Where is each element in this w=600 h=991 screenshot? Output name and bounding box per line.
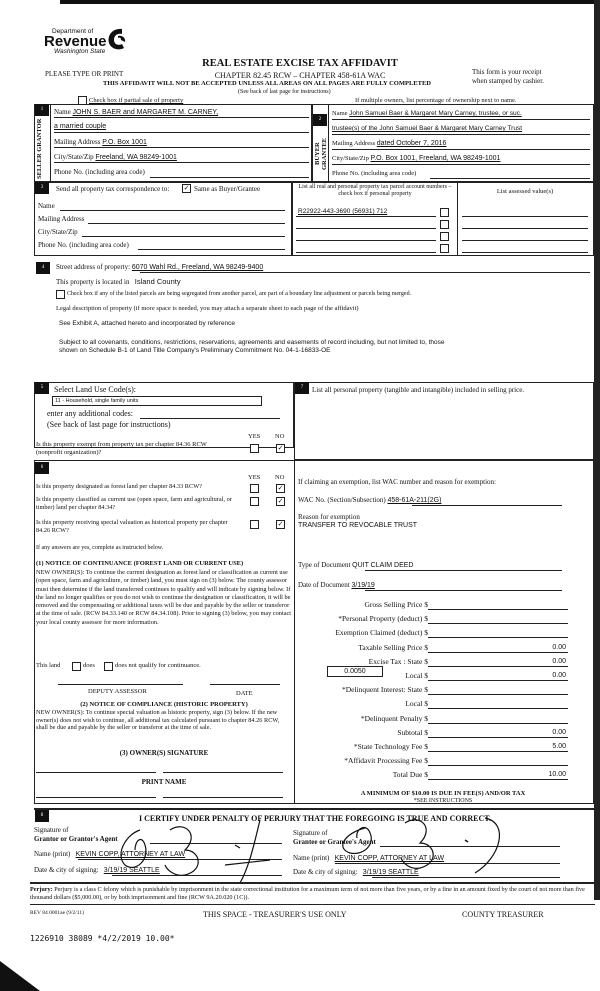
designation-question: Is this property receiving special valuation as historical property per chapter 84.26 RCW? [36,519,228,534]
input-underline [54,117,309,118]
amount-input[interactable] [428,657,568,667]
divider [457,182,458,256]
input-underline [54,162,309,163]
seller-name-value[interactable]: JOHN S. BAER and MARGARET M. CARNEY, [72,109,219,116]
divider [30,904,595,905]
grantor-name-value[interactable]: KEVIN COPP, ATTORNEY AT LAW [75,851,186,858]
amount-input[interactable] [428,600,568,610]
designation-no-checkbox[interactable]: ✓ [277,484,284,492]
street-row [56,263,263,271]
wac-row [298,496,441,504]
input-underline [54,147,309,148]
amount-input[interactable] [428,756,568,766]
amount-label: *State Technology Fee $ [353,742,428,751]
wac-label: WAC No. (Section/Subsection) [298,496,386,504]
county-value[interactable]: Island County [134,277,181,286]
parcel-number-underline [296,216,436,217]
doc-date-value[interactable]: 3/19/19 [351,582,375,589]
amount-input[interactable] [428,742,568,752]
scan-edge-top [60,0,600,4]
amount-input[interactable] [428,685,568,695]
logo-line3: Washington State [54,48,106,55]
divider [294,460,295,804]
yes-header: YES [248,474,261,481]
seller-mailing-value[interactable]: P.O. Box 1001 [102,139,147,146]
minimum-note: A MINIMUM OF $10.00 IS DUE IN FEE(S) AND/OR TAX [360,790,526,797]
seller-city-row [54,153,177,161]
section-number-4: 4 [36,262,50,274]
reason-value[interactable]: TRANSFER TO REVOCABLE TRUST [298,522,418,529]
grantee-sig-label1: Signature of [293,829,328,837]
amount-label: Taxable Selling Price $ [358,642,428,652]
input-underline [332,164,590,165]
notice1-title: (1) NOTICE OF CONTINUANCE (FOREST LAND OR CURRENT USE) [36,560,244,567]
grantor-date-value[interactable]: 3/19/19 SEATTLE [103,867,160,874]
amount-label: Excise Tax : State $ [368,656,428,666]
corr-city-input[interactable] [82,236,285,237]
deputy-assessor-label: DEPUTY ASSESSOR [88,688,147,695]
section-number-3: 3 [35,182,49,194]
amount-label: *Delinquent Interest: State $ [341,685,428,695]
corr-mailing-label: Mailing Address [38,215,85,223]
designation-question: Is this property designated as forest land per chapter 84.33 RCW? [36,483,202,490]
doc-date-label: Date of Document [298,581,350,589]
amount-value: 0.00 [552,672,566,679]
buyer-name-label: Name [332,110,348,117]
seller-phone-label: Phone No. (including area code) [54,168,145,176]
legal-description-line2[interactable]: Subject to all covenants, conditions, restrictions, reservations, agreements and easements of record including, but not limited to, those [59,339,445,346]
partial-sale-label: Check box if partial sale of property [89,97,184,104]
correspondence-label: Send all property tax correspondence to: [56,185,170,193]
does-not-checkbox[interactable] [104,662,113,671]
seller-phone-input[interactable] [150,177,309,178]
designation-yes-checkbox[interactable] [250,484,259,493]
doc-date-row [298,581,375,589]
amount-label: Local $ [405,671,428,680]
no-header: NO [275,474,285,481]
section-number-7: 7 [295,382,309,394]
corr-city-label: City/State/Zip [38,228,78,236]
located-label: This property is located in [56,278,130,286]
corr-mailing-input[interactable] [88,223,285,224]
wac-value[interactable]: 458-61A-211(2G) [387,497,442,504]
exempt-yes-checkbox[interactable] [250,444,259,453]
perjury-notice [30,886,595,902]
designation-yes-checkbox[interactable] [250,520,259,529]
assessed-value-input[interactable] [462,252,588,253]
buyer-name-line2[interactable]: trustee(s) of the John Samuel Baer & Margaret Mary Carney Trust [332,125,523,132]
divider [30,882,595,884]
legal-description-line3[interactable]: shown on Schedule B-1 of Land Title Company's Preliminary Commitment No. 04-1-16833-OE [59,347,331,354]
this-land-label: This land [36,662,61,669]
section-number-8: 8 [35,810,49,822]
please-type-note: PLEASE TYPE OR PRINT [45,70,124,78]
local-rate-input[interactable]: 0.0050 [327,666,383,677]
amount-label: Subtotal $ [397,727,428,737]
assessed-value-input[interactable] [462,216,588,217]
buyer-mailing-value[interactable]: dated October 7, 2016 [376,140,447,147]
date-line[interactable] [210,684,280,685]
seller-name-label: Name [54,108,71,116]
section-number-6: 6 [35,462,49,474]
section-number-5: 5 [35,382,49,394]
input-underline [54,132,309,133]
receipt-note-1: This form is your receipt [472,68,542,76]
corr-phone-input[interactable] [138,249,285,250]
buyer-city-row [332,155,500,162]
form-subtitle: CHAPTER 82.45 RCW – CHAPTER 458-61A WAC [214,71,386,80]
amount-label: Total Due $ [392,770,428,780]
print-name-line[interactable] [163,797,283,798]
segregated-checkbox[interactable] [56,290,65,299]
parcel-number[interactable]: R22922-443-3690 (56931) 712 [298,208,388,215]
personal-property-label: List all personal property (tangible and intangible) included in selling price. [312,386,525,394]
input-underline [412,505,562,506]
amount-input[interactable] [428,614,568,624]
assessed-value-input[interactable] [462,228,588,229]
grantor-sig-label2: Grantor or Grantor's Agent [34,835,118,843]
street-value[interactable]: 6070 Wahl Rd., Freeland, WA 98249-9400 [131,264,264,271]
buyer-phone-input[interactable] [430,178,590,179]
seller-name-row [54,108,218,116]
doc-type-row [298,561,413,569]
grantor-date-label: Date & city of signing: [34,866,99,874]
land-use-label: Select Land Use Code(s): [54,385,136,394]
input-underline [332,134,590,135]
assessed-value-input[interactable] [462,240,588,241]
see-back-note: (See back of last page for instructions) [238,89,331,95]
dor-logo [44,28,107,55]
parcel-number-underline [296,228,436,229]
section-number-1: 1 [35,104,49,116]
amount-value: 0.00 [552,728,566,736]
form-warning: THIS AFFIDAVIT WILL NOT BE ACCEPTED UNLESS ALL AREAS ON ALL PAGES ARE FULLY COMPLETED [103,80,431,87]
legal-description-line1[interactable]: See Exhibit A, attached hereto and incorporated by reference [59,320,235,327]
amount-label: *Personal Property (deduct) $ [338,614,428,624]
print-name-label: PRINT NAME [141,778,187,786]
parcels-header: List all real and personal property tax parcel account numbers – check box if personal property [298,184,452,197]
dor-swirl-logo-icon [106,26,128,52]
perjury-bold: Perjury: [30,886,53,893]
seller-phone-row [54,168,145,176]
legal-description-label: Legal description of property (if more space is needed, you may attach a separate sheet to each page of the affidavit) [56,305,359,312]
grantor-name-label: Name (print) [34,850,71,858]
designation-no-checkbox[interactable]: ✓ [277,520,284,528]
amount-value: 0.00 [552,643,566,651]
designation-no-checkbox[interactable]: ✓ [277,497,284,505]
amount-value: 0.00 [552,657,566,665]
corr-phone-label: Phone No. (including area code) [38,241,129,249]
amount-input[interactable] [428,628,568,638]
if-yes-note: If any answers are yes, complete as instructed below. [36,545,164,551]
parcel-number-underline [296,240,436,241]
buyer-name-value[interactable]: John Samuel Baer & Margaret Mary Carney, trustee, or suc. [349,110,522,117]
grantee-signature-scribble [335,808,535,878]
buyer-city-label: City/State/Zip [332,155,369,162]
parcel-number-underline [296,252,436,253]
scan-edge-right [594,0,600,900]
amount-input[interactable] [428,643,568,653]
form-id: REV 84 0001ae (9/2/11) [30,910,84,916]
land-use-see-back: (See back of last page for instructions) [47,420,171,429]
amount-label: Local $ [405,699,428,709]
amount-label: Exemption Claimed (deduct) $ [335,628,428,638]
buyer-mailing-row [332,140,446,147]
input-underline [365,570,562,571]
input-underline [365,590,562,591]
amount-input[interactable] [428,714,568,724]
does-not-label: does not qualify for continuance. [115,662,201,669]
deputy-assessor-line[interactable] [58,684,183,685]
corr-name-label: Name [38,202,55,210]
grantee-name-label: Name (print) [293,854,330,862]
corr-name-input[interactable] [60,210,285,211]
treasurer-stamp: 1226910 38089 *4/2/2019 10.00* [30,934,175,943]
does-label: does [83,662,95,669]
receipt-note-2: when stamped by cashier. [472,77,544,85]
designation-yes-checkbox[interactable] [250,497,259,506]
notice1-body: NEW OWNER(S): To continue the current designation as forest land or classification as current use (open space, farm and agriculture, or timber) land, you must sign on (3) below. The county assessor must then determine if the land transferred continues to qualify and will indicate by signing below. If the land no longer qualifies or you do not wish to continue the designation or classification, it will be removed and the compensating or additional taxes will be due and payable by the seller or transferor at the time of sale. (RCW 84.33.140 or RCW 84.34.108). Prior to signing (3) below, you may contact your local county assessor for more information. [36,569,292,626]
buyer-side-label: BUYER GRANTEE [314,137,328,171]
assessed-header: List assessed value(s) [496,188,554,195]
perjury-text: Perjury is a class C felony which is punishable by imprisonment in the state correctional institution for a maximum term of not more than five years, or by a fine in an amount fixed by the court of not more than five thousand dollars ($5,000.00), or by both imprisonment and fine (RCW 9A.20.020 (1C)). [30,886,585,901]
grantee-sig-label2: Grantee or Grantee's Agent [293,838,376,846]
input-underline [140,272,590,273]
owner-signature-line[interactable] [163,772,283,773]
personal-property-checkbox[interactable] [440,208,449,217]
same-as-buyer-label: Same as Buyer/Grantee [194,185,261,193]
county-treasurer-label: COUNTY TREASURER [462,910,544,919]
seller-name-line2[interactable]: a married couple [54,123,107,130]
form-title: REAL ESTATE EXCISE TAX AFFIDAVIT [202,58,398,69]
reason-label: Reason for exemption [298,513,360,521]
seller-city-value[interactable]: Freeland, WA 98249-1001 [95,154,177,161]
amount-value: 10.00 [548,771,566,779]
scan-corner [0,961,40,991]
section-number-2: 2 [313,114,327,126]
personal-property-checkbox[interactable] [440,244,449,253]
treasurer-use-label: THIS SPACE - TREASURER'S USE ONLY [203,910,347,919]
multiple-owners-note: If multiple owners, list percentage of ownership next to name. [355,97,517,104]
street-label: Street address of property: [56,263,131,271]
certification-statement: I CERTIFY UNDER PENALTY OF PERJURY THAT THE FOREGOING IS TRUE AND CORRECT. [138,814,491,823]
additional-codes-label: enter any additional codes: [47,409,133,418]
logo-line1: Department of [52,28,94,35]
logo-line2: Revenue [44,33,107,50]
date-label: DATE [236,690,253,697]
seller-side-label: SELLER GRANTOR [36,118,43,180]
divider [50,104,51,182]
amount-input[interactable] [428,699,568,709]
seller-mailing-row [54,138,147,146]
amount-input[interactable] [428,671,568,681]
buyer-phone-row [332,170,416,177]
grantee-name-value[interactable]: KEVIN COPP, ATTORNEY AT LAW [334,855,445,862]
county-row [56,277,181,286]
owner-signature-label: (3) OWNER(S) SIGNATURE [119,749,209,757]
doc-type-label: Type of Document [298,561,351,569]
owner-signature-line[interactable] [36,772,156,773]
print-name-line[interactable] [36,797,156,798]
personal-property-checkbox[interactable] [440,220,449,229]
exempt-question: Is this property exempt from property tax per chapter 84.36 RCW (nonprofit organization)? [36,441,207,456]
grantor-sig-label1: Signature of [34,826,69,834]
input-underline [332,119,590,120]
divider [328,104,329,182]
amount-input[interactable] [428,770,568,780]
notice2-body: NEW OWNER(S): To continue special valuation as historic property, sign (3) below. If the new owner(s) does not wish to continue, all additional tax calculated pursuant to chapter 84.26 RCW, shall be due and payable by the seller or transferor at the time of sale. [36,709,280,731]
amount-value: 5.00 [552,743,566,750]
does-checkbox[interactable] [72,662,81,671]
notice2-title: (2) NOTICE OF COMPLIANCE (HISTORIC PROPERTY) [80,701,248,708]
same-as-buyer-checkbox[interactable]: ✓ [183,184,190,192]
amount-label: Gross Selling Price $ [364,600,428,609]
buyer-name-row [332,110,522,117]
exempt-no-checkbox[interactable]: ✓ [277,444,284,452]
buyer-city-value[interactable]: P.O. Box 1001, Freeland, WA 98249-1001 [370,155,501,162]
designation-question: Is this property classified as current use (open space, farm and agricultural, or timber) land per chapter 84.34? [36,496,232,511]
buyer-phone-label: Phone No. (including area code) [332,170,417,177]
seller-city-label: City/State/Zip [54,153,94,161]
amount-label: *Affidavit Processing Fee $ [344,756,428,766]
grantee-date-value[interactable]: 3/19/19 SEATTLE [362,869,419,876]
amount-input[interactable] [428,728,568,738]
exemption-label: If claiming an exemption, list WAC number and reason for exemption: [298,478,496,486]
no-header: NO [275,433,285,440]
yes-header: YES [248,433,261,440]
grantor-signature-scribble [95,815,275,885]
seller-mailing-label: Mailing Address [54,138,101,146]
land-use-select[interactable]: 11 - Household, single family units [52,396,262,406]
personal-property-checkbox[interactable] [440,232,449,241]
doc-type-value[interactable]: QUIT CLAIM DEED [352,562,414,569]
grantee-date-label: Date & city of signing: [293,868,358,876]
amount-label: *Delinquent Penalty $ [360,713,428,723]
buyer-mailing-label: Mailing Address [332,140,376,147]
input-underline [332,149,590,150]
see-instructions-note: *SEE INSTRUCTIONS [413,798,473,804]
segregated-label: Check box if any of the listed parcels are being segregated from another parcel, are part of a boundary line adjustment or parcels being merged. [67,291,412,297]
additional-codes-input[interactable] [140,418,280,419]
